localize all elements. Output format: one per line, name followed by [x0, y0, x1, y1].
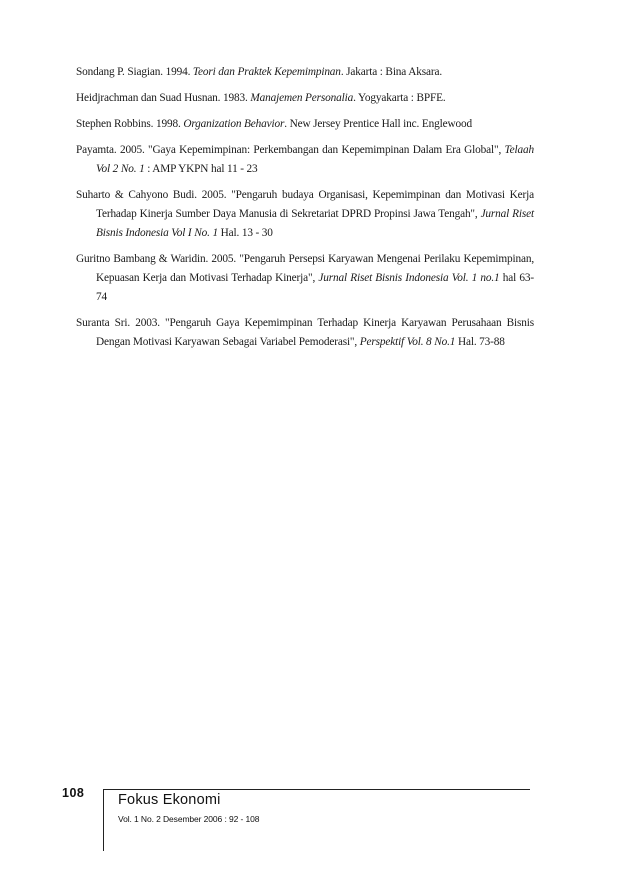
reference-publisher: Hal. 73-88: [455, 336, 505, 348]
reference-text: Suranta Sri. 2003. "Pengaruh Gaya Kepemimpinan Terhadap Kinerja Karyawan Perusahaan Bisnis Dengan Motivasi Karyawan Sebagai Variabel Pemoderasi",: [76, 317, 534, 348]
reference-source-title: Telaah Vol 2 No. 1: [96, 144, 534, 175]
reference-source-title: Jurnal Riset Bisnis Indonesia Vol I No. 1: [96, 208, 534, 239]
reference-text: Stephen Robbins. 1998.: [76, 118, 184, 130]
page-number: 108: [62, 786, 85, 800]
reference-publisher: hal 63-74: [96, 272, 534, 303]
reference-publisher: : AMP YKPN hal 11 - 23: [144, 163, 258, 175]
reference-text: Payamta. 2005. "Gaya Kepemimpinan: Perkembangan dan Kepemimpinan Dalam Era Global",: [76, 144, 505, 156]
reference-source-title: Perspektif Vol. 8 No.1: [359, 336, 456, 348]
journal-name: Fokus Ekonomi: [118, 792, 221, 808]
reference-source-title: Organization Behavior: [183, 118, 285, 130]
reference-publisher: . New Jersey Prentice Hall inc. Englewood: [284, 118, 472, 130]
reference-source-title: Teori dan Praktek Kepemimpinan: [192, 66, 341, 78]
footer-vertical-rule: [103, 789, 104, 851]
reference-text: Sondang P. Siagian. 1994.: [76, 66, 193, 78]
reference-source-title: Manajemen Personalia: [250, 92, 354, 104]
reference-entry: [76, 89, 534, 108]
footer-divider: [104, 789, 530, 790]
reference-source-title: Jurnal Riset Bisnis Indonesia Vol. 1 no.1: [318, 272, 500, 284]
reference-entry: [76, 63, 534, 82]
reference-publisher: Hal. 13 - 30: [217, 227, 273, 239]
reference-list: [76, 63, 534, 359]
reference-entry: [76, 250, 534, 307]
reference-text: Heidjrachman dan Suad Husnan. 1983.: [76, 92, 251, 104]
reference-entry: [76, 141, 534, 179]
reference-text: Guritno Bambang & Waridin. 2005. "Pengaruh Persepsi Karyawan Mengenai Perilaku Kepemimpinan, Kepuasan Kerja dan Motivasi Terhadap Kinerja",: [76, 253, 534, 284]
reference-publisher: . Jakarta : Bina Aksara.: [340, 66, 442, 78]
journal-issue: Vol. 1 No. 2 Desember 2006 : 92 - 108: [118, 814, 260, 824]
reference-entry: [76, 314, 534, 352]
reference-entry: [76, 115, 534, 134]
reference-text: Suharto & Cahyono Budi. 2005. "Pengaruh budaya Organisasi, Kepemimpinan dan Motivasi Kerja Terhadap Kinerja Sumber Daya Manusia di Sekretariat DPRD Propinsi Jawa Tengah",: [76, 189, 534, 220]
reference-publisher: . Yogyakarta : BPFE.: [353, 92, 446, 104]
reference-entry: [76, 186, 534, 243]
